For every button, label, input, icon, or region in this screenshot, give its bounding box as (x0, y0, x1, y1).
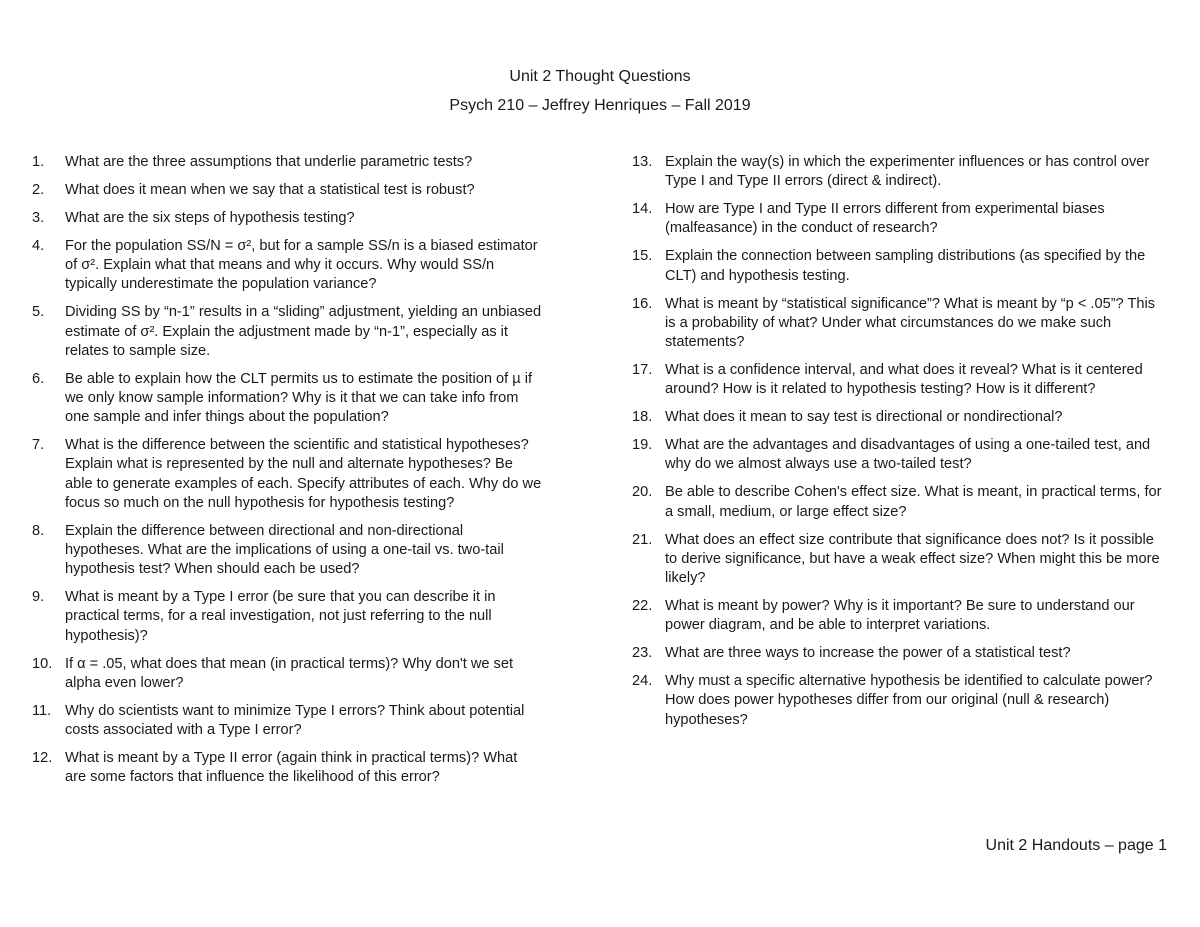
question-number: 4. (32, 238, 45, 254)
question-item (632, 597, 1168, 635)
question-text: For the population SS/N = σ², but for a sample SS/n is a biased estimator of σ². Explain what that means and why it occurs. Why would SS/n typically underestimate the population variance? (65, 238, 538, 293)
question-number: 15. (632, 248, 653, 265)
question-item (632, 153, 1168, 191)
question-number: 12. (32, 750, 53, 767)
question-text: What is the difference between the scientific and statistical hypotheses? Explain what is represented by the null and alternate hypotheses? Be able to generate examples of each. Specify attributes of each. Why do we focus so much on the null hypothesis for hypothesis testing? (65, 437, 542, 511)
question-number: 5. (32, 304, 45, 321)
question-item (632, 644, 1168, 663)
question-text: Why must a specific alternative hypothesis be identified to calculate power? How does power hypotheses differ from our original (null & research) hypotheses? (665, 673, 1153, 728)
question-item (632, 483, 1168, 521)
question-item (632, 531, 1168, 589)
question-item (32, 588, 542, 646)
question-item (32, 209, 542, 228)
question-item (32, 655, 542, 693)
question-text: What is meant by a Type II error (again think in practical terms)? What are some factors that influence the likelihood of this error? (65, 750, 518, 786)
question-number: 13. (632, 154, 653, 170)
question-text: What is meant by a Type I error (be sure that you can describe it in practical terms, for a real investigation, not just referring to the null hypothesis)? (65, 589, 496, 644)
question-number: 9. (32, 589, 45, 606)
question-number: 14. (632, 201, 653, 218)
question-number: 1. (32, 154, 45, 170)
question-number: 3. (32, 210, 45, 226)
question-number: 6. (32, 370, 45, 387)
question-item (632, 247, 1168, 285)
question-item (632, 436, 1168, 474)
question-text: Be able to explain how the CLT permits us to estimate the position of µ if we only know sample information? Why is it that we can take info from one sample and infer things about the population? (65, 370, 533, 426)
question-item (32, 303, 542, 361)
question-text: What are the six steps of hypothesis testing? (65, 210, 355, 226)
question-number: 19. (632, 437, 653, 454)
question-item (632, 408, 1168, 427)
question-number: 16. (632, 295, 653, 312)
question-text: Explain the connection between sampling distributions (as specified by the CLT) and hypothesis testing. (665, 248, 1146, 284)
questions-right-column (632, 153, 1168, 739)
question-item (32, 749, 542, 787)
question-number: 18. (632, 409, 653, 426)
question-number: 11. (32, 702, 52, 719)
question-text: Explain the way(s) in which the experimenter influences or has control over Type I and Type II errors (direct & indirect). (665, 154, 1150, 190)
question-item (632, 361, 1168, 399)
document-subtitle: Psych 210 – Jeffrey Henriques – Fall 2019 (449, 97, 751, 114)
question-text: What is meant by power? Why is it important? Be sure to understand our power diagram, and be able to interpret variations. (665, 598, 1135, 634)
question-item (32, 370, 542, 428)
question-text: What does it mean when we say that a statistical test is robust? (65, 182, 475, 198)
question-text: Why do scientists want to minimize Type I errors? Think about potential costs associated with a Type I error? (65, 702, 525, 739)
document-title: Unit 2 Thought Questions (509, 68, 691, 85)
question-number: 2. (32, 182, 45, 198)
question-number: 22. (632, 598, 653, 615)
question-item (32, 522, 542, 580)
question-text: Be able to describe Cohen's effect size. What is meant, in practical terms, for a small, medium, or large effect size? (665, 484, 1162, 520)
page-footer: Unit 2 Handouts – page 1 (985, 837, 1167, 854)
question-item (632, 672, 1168, 730)
question-number: 20. (632, 484, 653, 501)
question-number: 23. (632, 645, 653, 662)
question-number: 10. (32, 655, 53, 672)
question-text: What is meant by “statistical significance”? What is meant by “p < .05”? This is a probability of what? Under what circumstances do we make such statements? (665, 295, 1156, 351)
question-item (32, 181, 542, 200)
question-text: What are three ways to increase the power of a statistical test? (665, 645, 1071, 662)
question-text: Dividing SS by “n-1” results in a “sliding” adjustment, yielding an unbiased estimate of σ². Explain the adjustment made by “n-1”, especially as it relates to sample size. (65, 304, 542, 359)
question-text: What does an effect size contribute that significance does not? Is it possible to derive significance, but have a weak effect size? When might this be more likely? (665, 531, 1160, 587)
question-text: What are the three assumptions that underlie parametric tests? (65, 154, 473, 170)
question-number: 8. (32, 522, 45, 539)
question-item (632, 295, 1168, 353)
question-item (32, 237, 542, 295)
question-text: Explain the difference between directional and non-directional hypotheses. What are the implications of using a one-tail vs. two-tail hypothesis test? When should each be used? (65, 522, 504, 578)
question-text: What are the advantages and disadvantages of using a one-tailed test, and why do we almost always use a two-tailed test? (665, 437, 1151, 473)
question-item (632, 200, 1168, 238)
question-number: 7. (32, 437, 45, 454)
question-text: What is a confidence interval, and what does it reveal? What is it centered around? How is it related to hypothesis testing? How is it different? (665, 362, 1143, 398)
question-item (32, 436, 542, 513)
question-number: 17. (632, 362, 653, 379)
question-number: 21. (632, 531, 653, 548)
question-text: How are Type I and Type II errors different from experimental biases (malfeasance) in the conduct of research? (665, 201, 1105, 237)
question-text: If α = .05, what does that mean (in practical terms)? Why don't we set alpha even lower? (65, 655, 514, 691)
question-item (32, 153, 542, 172)
question-item (32, 702, 542, 740)
question-number: 24. (632, 673, 653, 690)
questions-left-column (32, 153, 542, 796)
question-text: What does it mean to say test is directional or nondirectional? (665, 409, 1063, 426)
